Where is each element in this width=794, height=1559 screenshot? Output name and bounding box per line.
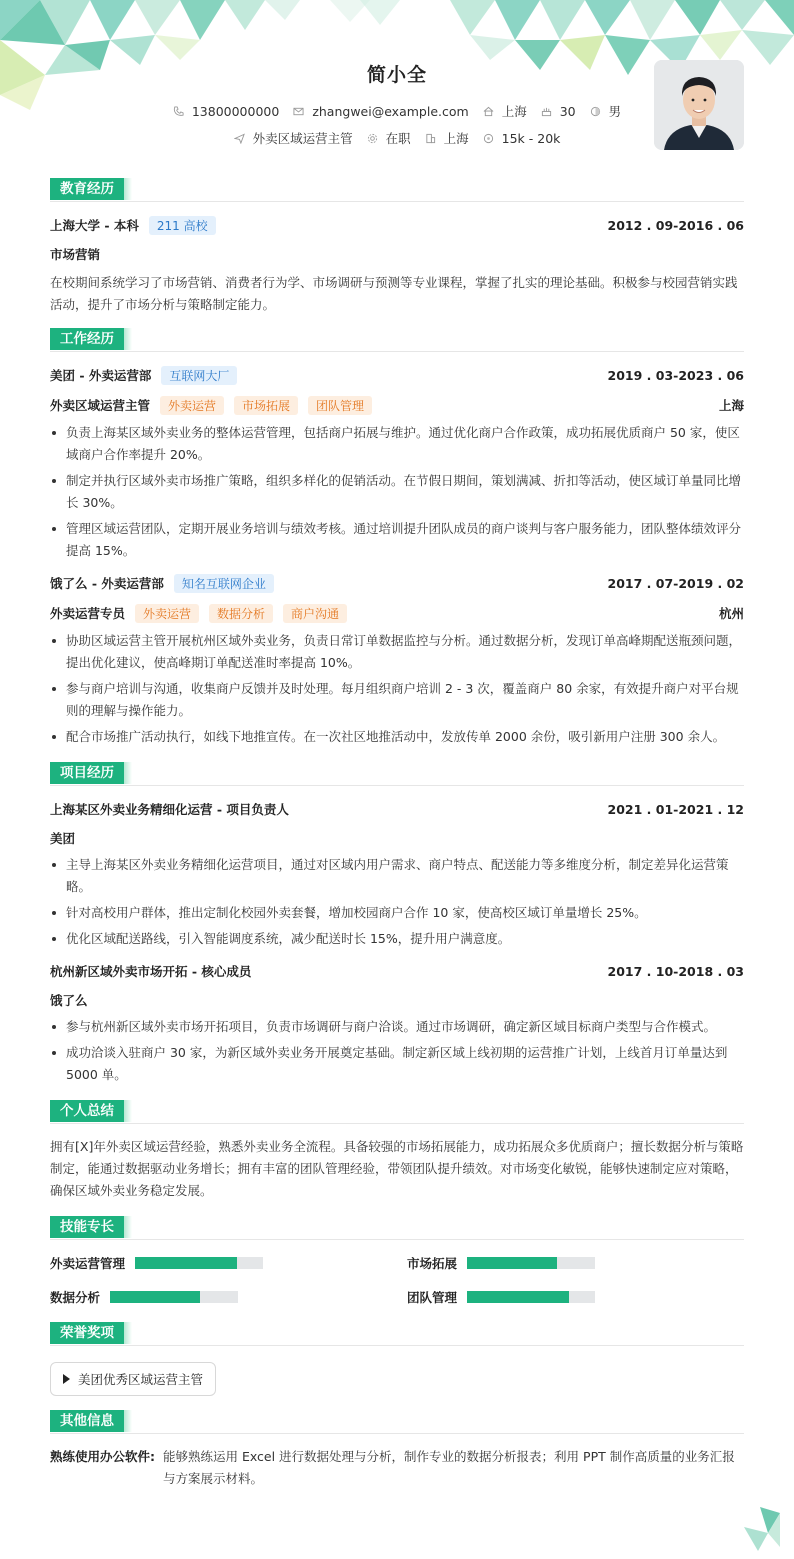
job-intent-row <box>50 129 744 147</box>
building-icon <box>425 133 436 144</box>
age-text: 30 <box>559 103 576 119</box>
gender-icon <box>590 106 601 117</box>
job-position: 外卖区域运营主管 <box>50 398 151 413</box>
skill-tag: 外卖运营 <box>160 396 224 415</box>
salary-text: 15k - 20k <box>501 130 561 146</box>
school-name: 上海大学 - 本科 <box>50 218 139 233</box>
coin-icon <box>483 133 494 144</box>
list-item: 参与商户培训与沟通，收集商户反馈并及时处理。每月组织商户培训 2 - 3 次，覆盖商户 80 余家，有效提升商户对平台规则的理解与操作能力。 <box>50 678 744 722</box>
project-org: 饿了么 <box>50 993 88 1008</box>
work-date: 2019 . 03-2023 . 06 <box>607 367 744 383</box>
skill-name: 数据分析 <box>50 1290 101 1305</box>
list-item: 主导上海某区外卖业务精细化运营项目，通过对区域内用户需求、商户特点、配送能力等多维度分析，制定差异化运营策略。 <box>50 854 744 898</box>
list-item: 优化区域配送路线，引入智能调度系统，减少配送时长 15%，提升用户满意度。 <box>50 928 744 950</box>
section-title: 个人总结 <box>50 1100 124 1122</box>
project-name: 杭州新区域外卖市场开拓 - 核心成员 <box>50 964 252 979</box>
section-header <box>50 328 744 352</box>
section-header <box>50 1216 744 1240</box>
contact-row <box>50 102 744 120</box>
status-info <box>367 129 411 147</box>
work-city: 杭州 <box>718 606 744 621</box>
corner-decoration <box>740 1507 780 1551</box>
education-row <box>50 214 744 236</box>
company-tag: 知名互联网企业 <box>174 574 274 593</box>
list-item: 管理区域运营团队，定期开展业务培训与绩效考核。通过培训提升团队成员的商户谈判与客户服务能力，团队整体绩效评分提高 15%。 <box>50 518 744 562</box>
candidate-name: 简小全 <box>366 64 427 86</box>
avatar <box>654 60 744 150</box>
skill-name: 市场拓展 <box>407 1256 458 1271</box>
skill-tag: 团队管理 <box>308 396 372 415</box>
other-value: 能够熟练运用 Excel 进行数据处理与分析，制作专业的数据分析报表；利用 PPT 制作高质量的业务汇报与方案展示材料。 <box>163 1449 735 1486</box>
projects-section <box>50 762 744 1086</box>
home-icon <box>483 106 494 117</box>
project-name: 上海某区外卖业务精细化运营 - 项目负责人 <box>50 802 289 817</box>
skill-item <box>407 1286 744 1308</box>
section-title: 工作经历 <box>50 328 124 350</box>
target-city-info <box>425 129 469 147</box>
list-item: 参与杭州新区域外卖市场开拓项目，负责市场调研与商户洽谈。通过市场调研，确定新区域目标商户类型与合作模式。 <box>50 1016 744 1038</box>
list-item: 负责上海某区域外卖业务的整体运营管理，包括商户拓展与维护。通过优化商户合作政策，成功拓展优质商户 50 家，使区域商户合作率提升 20%。 <box>50 422 744 466</box>
section-header <box>50 1410 744 1434</box>
email-icon <box>293 106 304 117</box>
project-org: 美团 <box>50 831 76 846</box>
skill-bar-fill <box>467 1257 557 1269</box>
section-title: 技能专长 <box>50 1216 124 1238</box>
other-info-row <box>50 1446 744 1490</box>
phone-info <box>173 104 279 119</box>
other-section <box>50 1410 744 1490</box>
award-text: 美团优秀区域运营主管 <box>78 1372 204 1387</box>
skills-grid <box>50 1252 744 1308</box>
project-date: 2021 . 01-2021 . 12 <box>607 801 744 817</box>
summary-text: 拥有[X]年外卖区域运营经验，熟悉外卖业务全流程。具备较强的市场拓展能力，成功拓展众多优质商户；擅长数据分析与策略制定，能通过数据驱动业务增长；拥有丰富的团队管理经验，带领团队提升绩效。对市场变化敏锐，能够快速制定应对策略，确保区域外卖业务稳定发展。 <box>50 1139 744 1198</box>
skill-item <box>50 1286 387 1308</box>
skill-tag: 外卖运营 <box>135 604 199 623</box>
project-entry <box>50 798 744 950</box>
phone-text: 13800000000 <box>191 103 280 119</box>
work-city: 上海 <box>718 398 744 413</box>
project-entry <box>50 960 744 1086</box>
email-info <box>293 104 468 119</box>
education-section <box>50 178 744 316</box>
job-position: 外卖运营专员 <box>50 606 126 621</box>
skill-bar-fill <box>135 1257 237 1269</box>
skill-bar <box>135 1257 263 1269</box>
skill-name: 外卖运营管理 <box>50 1256 126 1271</box>
project-date: 2017 . 10-2018 . 03 <box>607 963 744 979</box>
education-date: 2012 . 09-2016 . 06 <box>607 217 744 233</box>
list-item: 协助区域运营主管开展杭州区域外卖业务，负责日常订单数据监控与分析。通过数据分析，发现订单高峰期配送瓶颈问题，提出优化建议，使高峰期订单配送准时率提高 10%。 <box>50 630 744 674</box>
send-icon <box>234 133 245 144</box>
summary-section <box>50 1100 744 1202</box>
company-tag: 互联网大厂 <box>161 366 237 385</box>
skill-tag: 商户沟通 <box>283 604 347 623</box>
status-text: 在职 <box>385 131 411 146</box>
honors-section <box>50 1322 744 1396</box>
company-name: 饿了么 - 外卖运营部 <box>50 576 164 591</box>
skill-tag: 数据分析 <box>209 604 273 623</box>
section-header <box>50 762 744 786</box>
cake-icon <box>541 106 552 117</box>
skill-name: 团队管理 <box>407 1290 458 1305</box>
gear-icon <box>367 133 378 144</box>
phone-icon <box>173 106 184 117</box>
target-position-info <box>234 129 353 147</box>
school-tag: 211 高校 <box>149 216 216 235</box>
major: 市场营销 <box>50 247 101 262</box>
city-text: 上海 <box>501 104 527 119</box>
section-header <box>50 1322 744 1346</box>
email-text: zhangwei@example.com <box>312 103 469 119</box>
section-title: 教育经历 <box>50 178 124 200</box>
skill-bar <box>467 1291 595 1303</box>
section-title: 项目经历 <box>50 762 124 784</box>
work-section <box>50 328 744 748</box>
work-entry <box>50 364 744 562</box>
resume-header <box>50 0 744 170</box>
skills-section <box>50 1216 744 1308</box>
award-badge <box>50 1362 216 1396</box>
skill-bar-fill <box>467 1291 569 1303</box>
skill-item <box>50 1252 387 1274</box>
gender-text: 男 <box>608 104 622 119</box>
list-item: 针对高校用户群体，推出定制化校园外卖套餐，增加校园商户合作 10 家，使高校区域订单量增长 25%。 <box>50 902 744 924</box>
target-position-text: 外卖区域运营主管 <box>252 131 353 146</box>
work-date: 2017 . 07-2019 . 02 <box>607 575 744 591</box>
gender-info <box>590 102 622 120</box>
salary-info <box>483 131 561 146</box>
target-city-text: 上海 <box>443 131 469 146</box>
section-header <box>50 1100 744 1124</box>
section-title: 其他信息 <box>50 1410 124 1432</box>
skill-bar <box>467 1257 595 1269</box>
triangle-right-icon <box>63 1374 70 1384</box>
skill-bar <box>110 1291 238 1303</box>
section-title: 荣誉奖项 <box>50 1322 124 1344</box>
list-item: 配合市场推广活动执行，如线下地推宣传。在一次社区地推活动中，发放传单 2000 余份，吸引新用户注册 300 余人。 <box>50 726 744 748</box>
age-info <box>541 104 576 119</box>
education-description: 在校期间系统学习了市场营销、消费者行为学、市场调研与预测等专业课程，掌握了扎实的理论基础。积极参与校园营销实践活动，提升了市场分析与策略制定能力。 <box>50 275 738 312</box>
list-item: 制定并执行区域外卖市场推广策略，组织多样化的促销活动。在节假日期间，策划满减、折扣等活动，使区域订单量同比增长 30%。 <box>50 470 744 514</box>
skill-item <box>407 1252 744 1274</box>
company-name: 美团 - 外卖运营部 <box>50 368 152 383</box>
list-item: 成功洽谈入驻商户 30 家，为新区域外卖业务开展奠定基础。制定新区域上线初期的运营推广计划，上线首月订单量达到 5000 单。 <box>50 1042 744 1086</box>
other-label: 熟练使用办公软件: <box>50 1449 155 1464</box>
skill-bar-fill <box>110 1291 200 1303</box>
city-info <box>483 102 527 120</box>
section-header <box>50 178 744 202</box>
work-entry <box>50 572 744 748</box>
skill-tag: 市场拓展 <box>234 396 298 415</box>
